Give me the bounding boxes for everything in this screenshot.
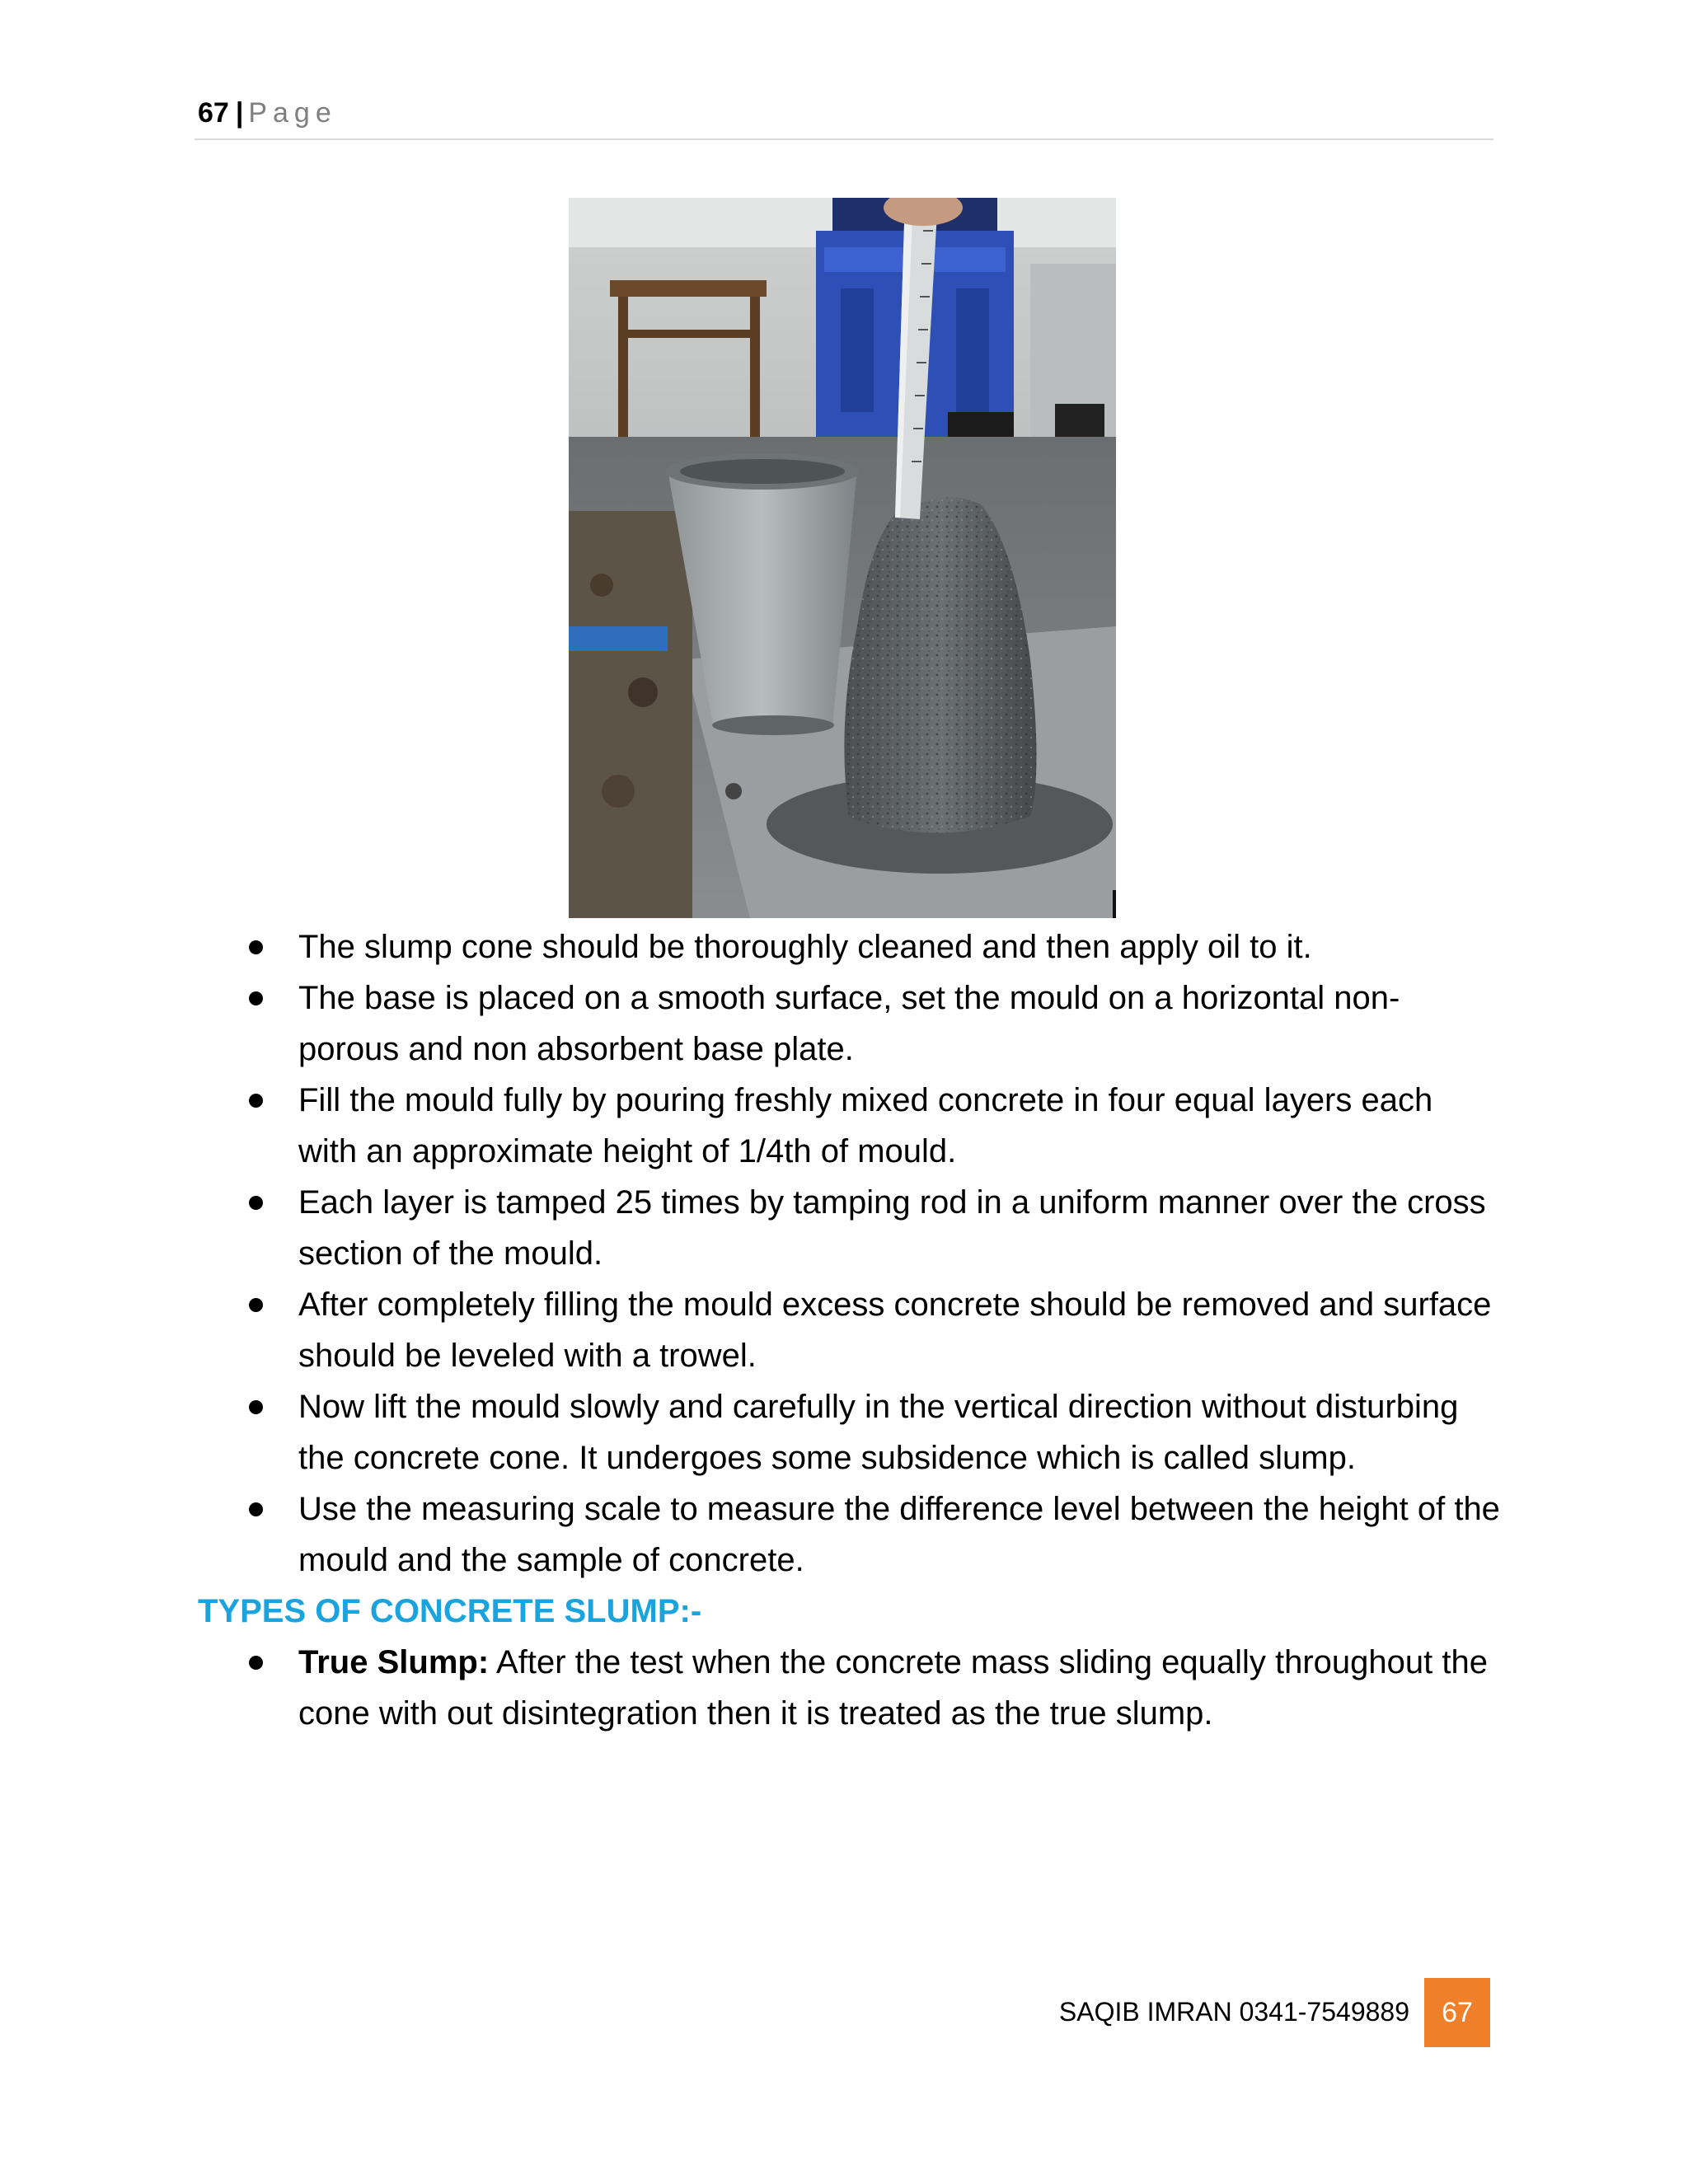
list-item [198,1637,1500,1739]
document-body [198,921,1500,1739]
list-item-text: Use the measuring scale to measure the difference level between the height of the mould and the sample of concrete. [298,1491,1500,1578]
bullet-icon [249,1298,263,1312]
list-item-text: Each layer is tamped 25 times by tamping rod in a uniform manner over the cross section of the mould. [298,1184,1486,1272]
header-page-label: Page [248,97,337,129]
bullet-icon [249,1196,263,1210]
list-item [198,972,1500,1075]
bullet-icon [249,1656,263,1670]
page-header [198,97,337,129]
list-item-text: The base is placed on a smooth surface, set the mould on a horizontal non-porous and non absorbent base plate. [298,980,1400,1067]
footer-page-badge: 67 [1424,1978,1490,2047]
bullet-icon [249,940,263,954]
list-item [198,921,1500,972]
slump-test-photo [569,198,1116,918]
bullet-icon [249,991,263,1005]
list-item [198,1381,1500,1483]
header-page-number: 67 [198,97,229,129]
header-divider [195,138,1493,140]
bullet-icon [249,1502,263,1516]
procedure-list [198,921,1500,1586]
list-item [198,1075,1500,1177]
bullet-icon [249,1400,263,1414]
slump-types-list [198,1637,1500,1739]
list-item [198,1483,1500,1586]
slump-type-description: After the test when the concrete mass sliding equally throughout the cone with out disintegration then it is treated as the true slump. [298,1644,1488,1732]
list-item [198,1177,1500,1279]
list-item-text: Fill the mould fully by pouring freshly mixed concrete in four equal layers each with an approximate height of 1/4th of mould. [298,1082,1433,1169]
footer-author: SAQIB IMRAN 0341-7549889 [1058,1997,1409,2027]
slump-type-term: True Slump: [298,1644,490,1680]
section-heading: TYPES OF CONCRETE SLUMP:- [198,1593,702,1629]
list-item-text: Now lift the mould slowly and carefully in the vertical direction without disturbing the concrete cone. It undergoes some subsidence which is called slump. [298,1389,1459,1476]
list-item [198,1279,1500,1381]
list-item-text: The slump cone should be thoroughly cleaned and then apply oil to it. [298,929,1312,965]
header-separator: | [235,97,244,129]
bullet-icon [249,1094,263,1108]
list-item-text: After completely filling the mould excess concrete should be removed and surface should be leveled with a trowel. [298,1286,1492,1374]
